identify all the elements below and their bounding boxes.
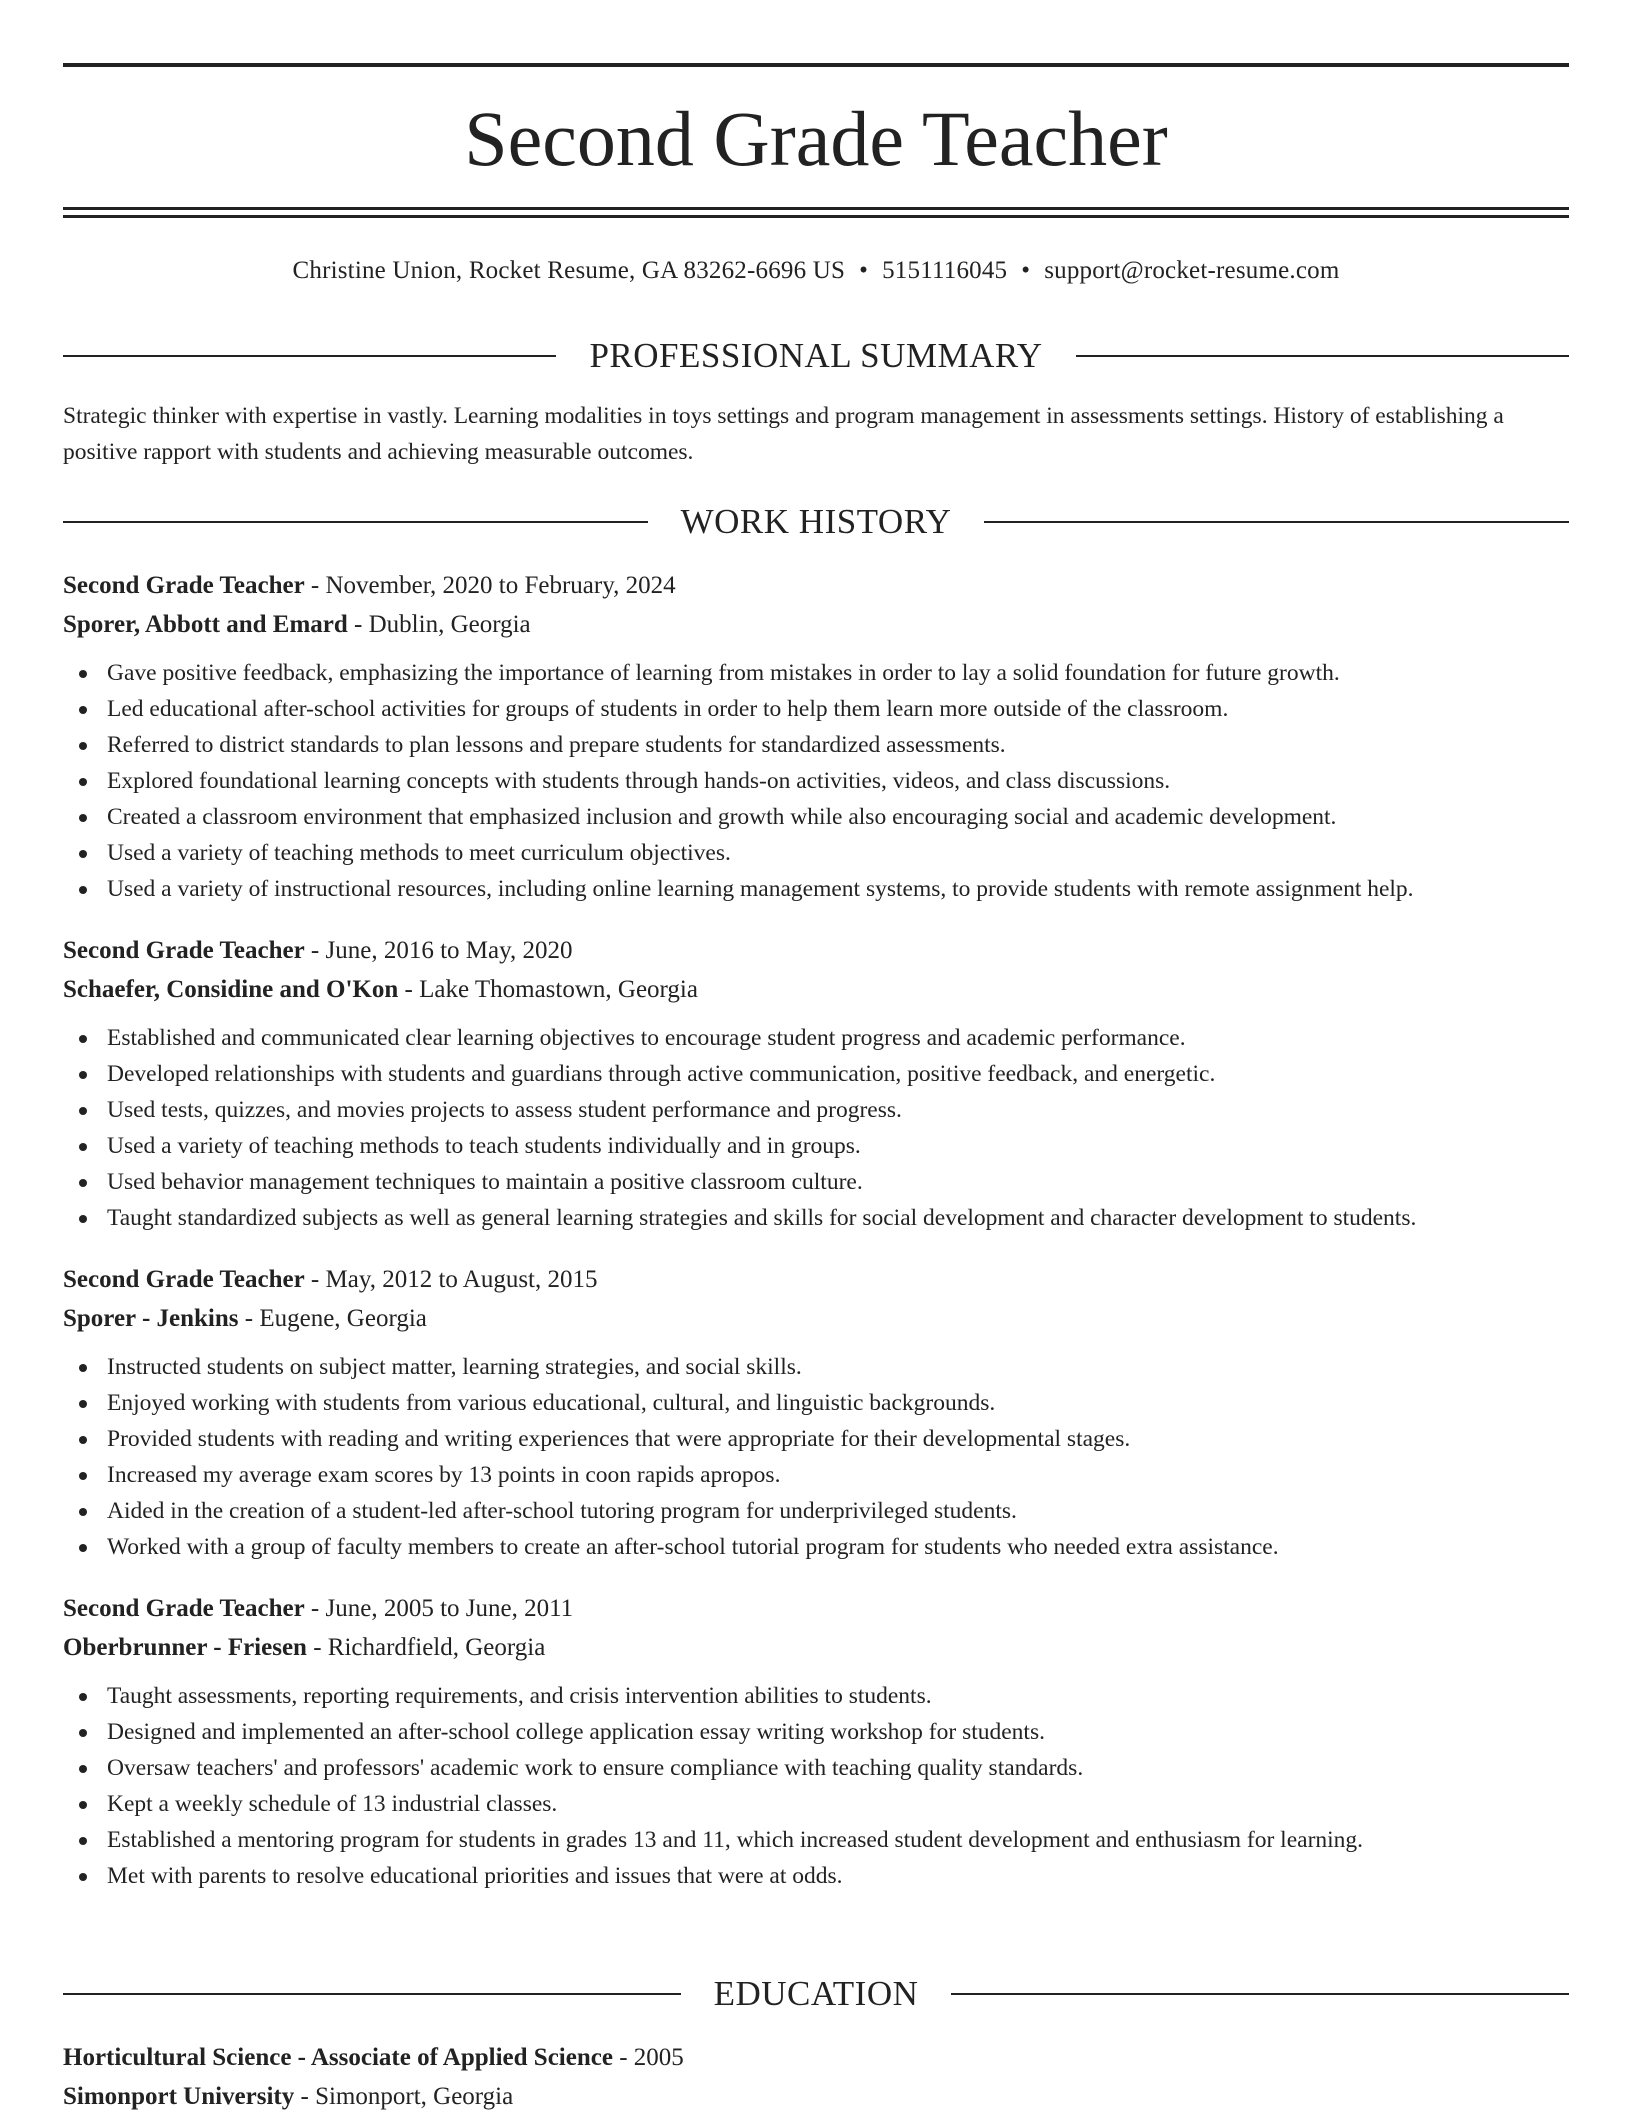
education-entry bbox=[63, 2038, 1569, 2112]
resume-title: Second Grade Teacher bbox=[464, 95, 1168, 182]
education-degree-line bbox=[63, 2038, 1569, 2077]
heading-rule-left bbox=[63, 355, 556, 357]
job-bullet: Established and communicated clear learning objectives to encourage student progress and academic performance. bbox=[63, 1020, 1569, 1056]
job-entry bbox=[63, 931, 1569, 1236]
job-bullet: Used a variety of instructional resources, including online learning management systems, to provide students with remote assignment help. bbox=[63, 871, 1569, 907]
section-title: EDUCATION bbox=[713, 1974, 919, 2013]
contact-email: support@rocket-resume.com bbox=[1044, 257, 1340, 284]
job-bullet: Oversaw teachers' and professors' academic work to ensure compliance with teaching quality standards. bbox=[63, 1750, 1569, 1786]
job-bullet: Aided in the creation of a student-led after-school tutoring program for underprivileged students. bbox=[63, 1493, 1569, 1529]
header-top-rule bbox=[63, 63, 1569, 67]
education-year: - 2005 bbox=[612, 2044, 684, 2071]
job-entry bbox=[63, 1589, 1569, 1894]
job-dates: - June, 2005 to June, 2011 bbox=[304, 1595, 574, 1622]
job-employer-line bbox=[63, 1299, 1569, 1338]
job-employer: Oberbrunner - Friesen bbox=[63, 1634, 307, 1661]
job-bullet: Instructed students on subject matter, learning strategies, and social skills. bbox=[63, 1349, 1569, 1385]
job-employer-line bbox=[63, 970, 1569, 1009]
heading-rule-left bbox=[63, 521, 648, 523]
job-bullet-list bbox=[63, 655, 1569, 907]
summary-text: Strategic thinker with expertise in vastly. Learning modalities in toys settings and program management in assessments settings. History of establishing a positive rapport with students and achieving measurable outcomes. bbox=[63, 403, 1504, 465]
job-bullet: Developed relationships with students and guardians through active communication, positive feedback, and energetic. bbox=[63, 1056, 1569, 1092]
job-dates: - June, 2016 to May, 2020 bbox=[304, 937, 573, 964]
job-bullet: Created a classroom environment that emphasized inclusion and growth while also encouraging social and academic development. bbox=[63, 799, 1569, 835]
heading-rule-right bbox=[1076, 355, 1569, 357]
contact-address: Christine Union, Rocket Resume, GA 83262-6696 US bbox=[292, 257, 846, 284]
section-title: PROFESSIONAL SUMMARY bbox=[589, 336, 1043, 375]
job-bullet: Taught standardized subjects as well as general learning strategies and skills for social development and character development to students. bbox=[63, 1200, 1569, 1236]
job-location: - Lake Thomastown, Georgia bbox=[398, 976, 698, 1003]
heading-rule-right bbox=[984, 521, 1569, 523]
job-bullet: Met with parents to resolve educational priorities and issues that were at odds. bbox=[63, 1858, 1569, 1894]
section-title: WORK HISTORY bbox=[680, 502, 952, 541]
section-heading-education bbox=[63, 1972, 1569, 2016]
job-bullet: Enjoyed working with students from various educational, cultural, and linguistic backgrounds. bbox=[63, 1385, 1569, 1421]
job-employer: Sporer - Jenkins bbox=[63, 1305, 239, 1332]
contact-phone: 5151116045 bbox=[882, 257, 1008, 284]
job-title: Second Grade Teacher bbox=[63, 1595, 305, 1622]
job-bullet: Established a mentoring program for students in grades 13 and 11, which increased student development and enthusiasm for learning. bbox=[63, 1822, 1569, 1858]
job-bullet: Used a variety of teaching methods to teach students individually and in groups. bbox=[63, 1128, 1569, 1164]
job-employer: Sporer, Abbott and Emard bbox=[63, 611, 348, 638]
job-bullet: Used a variety of teaching methods to meet curriculum objectives. bbox=[63, 835, 1569, 871]
job-employer-line bbox=[63, 605, 1569, 644]
job-title-line bbox=[63, 1260, 1569, 1299]
heading-rule-right bbox=[951, 1993, 1569, 1995]
work-history-list bbox=[63, 566, 1569, 1918]
education-school-line bbox=[63, 2077, 1569, 2112]
job-location: - Dublin, Georgia bbox=[347, 611, 531, 638]
job-employer-line bbox=[63, 1628, 1569, 1667]
education-location: - Simonport, Georgia bbox=[294, 2083, 514, 2110]
job-bullet: Worked with a group of faculty members to create an after-school tutorial program for students who needed extra assistance. bbox=[63, 1529, 1569, 1565]
job-location: - Richardfield, Georgia bbox=[306, 1634, 546, 1661]
contact-separator: • bbox=[1021, 257, 1031, 284]
job-bullet: Referred to district standards to plan lessons and prepare students for standardized assessments. bbox=[63, 727, 1569, 763]
education-school: Simonport University bbox=[63, 2083, 295, 2110]
job-bullet-list bbox=[63, 1678, 1569, 1894]
job-bullet: Taught assessments, reporting requirements, and crisis intervention abilities to students. bbox=[63, 1678, 1569, 1714]
job-bullet: Used tests, quizzes, and movies projects to assess student performance and progress. bbox=[63, 1092, 1569, 1128]
section-heading-work-history bbox=[63, 500, 1569, 544]
job-dates: - November, 2020 to February, 2024 bbox=[304, 572, 676, 599]
education-degree: Horticultural Science - Associate of Applied Science bbox=[63, 2044, 613, 2071]
contact-line bbox=[63, 254, 1569, 288]
job-entry bbox=[63, 1260, 1569, 1565]
job-bullet: Increased my average exam scores by 13 points in coon rapids apropos. bbox=[63, 1457, 1569, 1493]
job-entry bbox=[63, 566, 1569, 907]
contact-separator: • bbox=[859, 257, 869, 284]
job-bullet: Gave positive feedback, emphasizing the importance of learning from mistakes in order to lay a solid foundation for future growth. bbox=[63, 655, 1569, 691]
job-title-line bbox=[63, 1589, 1569, 1628]
job-title: Second Grade Teacher bbox=[63, 937, 305, 964]
heading-rule-left bbox=[63, 1993, 681, 1995]
section-heading-summary bbox=[63, 334, 1569, 378]
job-bullet: Led educational after-school activities for groups of students in order to help them learn more outside of the classroom. bbox=[63, 691, 1569, 727]
job-bullet: Provided students with reading and writing experiences that were appropriate for their developmental stages. bbox=[63, 1421, 1569, 1457]
job-employer: Schaefer, Considine and O'Kon bbox=[63, 976, 399, 1003]
job-bullet: Used behavior management techniques to maintain a positive classroom culture. bbox=[63, 1164, 1569, 1200]
job-location: - Eugene, Georgia bbox=[238, 1305, 427, 1332]
header-double-rule-lower bbox=[63, 215, 1569, 218]
job-bullet: Explored foundational learning concepts with students through hands-on activities, videos, and class discussions. bbox=[63, 763, 1569, 799]
job-title-line bbox=[63, 566, 1569, 605]
job-bullet: Designed and implemented an after-school college application essay writing workshop for students. bbox=[63, 1714, 1569, 1750]
job-bullet-list bbox=[63, 1349, 1569, 1565]
job-bullet-list bbox=[63, 1020, 1569, 1236]
header-double-rule-upper bbox=[63, 207, 1569, 210]
job-title: Second Grade Teacher bbox=[63, 1266, 305, 1293]
job-title-line bbox=[63, 931, 1569, 970]
job-title: Second Grade Teacher bbox=[63, 572, 305, 599]
job-dates: - May, 2012 to August, 2015 bbox=[304, 1266, 598, 1293]
job-bullet: Kept a weekly schedule of 13 industrial classes. bbox=[63, 1786, 1569, 1822]
